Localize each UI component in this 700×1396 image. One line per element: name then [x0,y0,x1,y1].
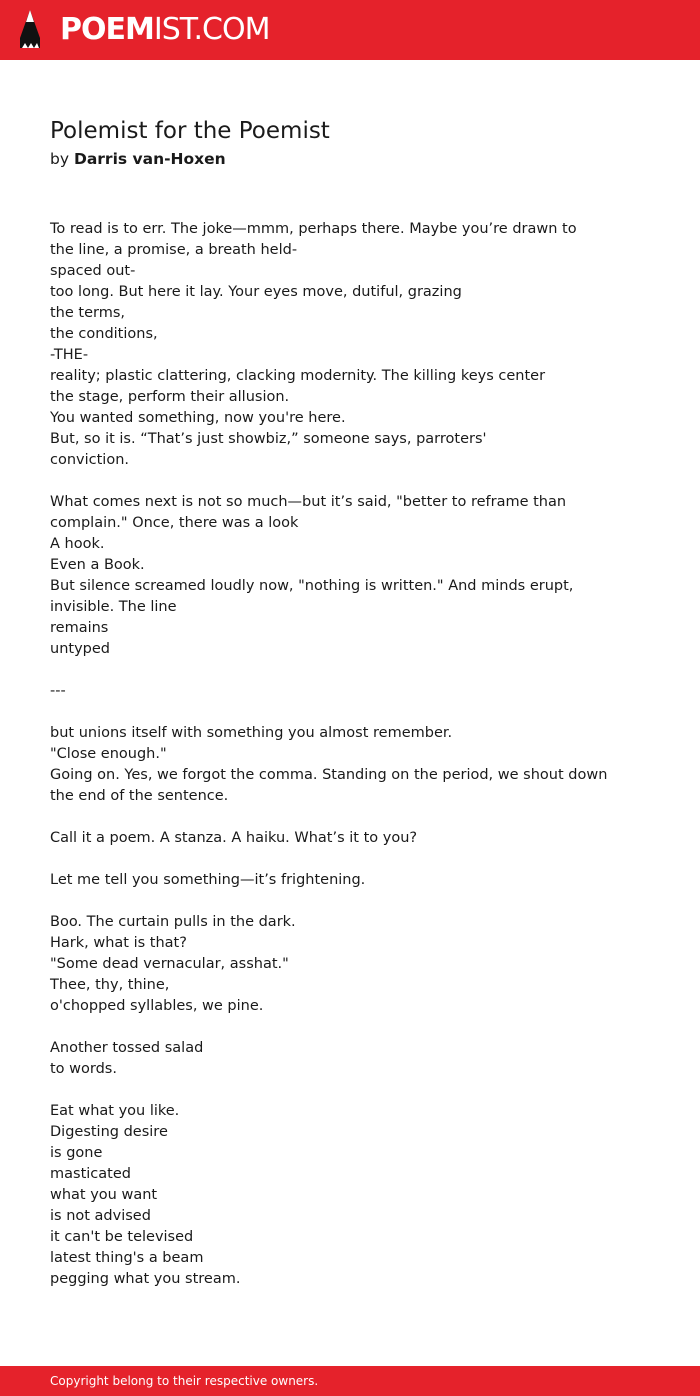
byline [50,148,226,170]
poem-line: Going on. Yes, we forgot the comma. Standing on the period, we shout down [50,767,608,783]
poem-line: the terms, [50,305,126,321]
poem-title: Polemist for the Poemist [50,118,330,144]
logo-text-light: IST.COM [153,12,270,47]
poem-line: reality; plastic clattering, clacking modernity. The killing keys center [50,368,546,384]
poem-line: Another tossed salad [50,1040,204,1056]
poem-line: but unions itself with something you almost remember. [50,725,453,741]
poem-line: is not advised [50,1208,151,1224]
site-logo[interactable] [16,8,269,52]
poem-line: what you want [50,1187,158,1203]
stanza-break [50,891,690,912]
stanza-break [50,660,690,681]
poem-line: "Close enough." [50,746,167,762]
poem-line: Eat what you like. [50,1103,180,1119]
poem-line: --- [50,683,66,699]
poem-line: -THE- [50,347,89,363]
poem-line: What comes next is not so much—but it’s said, "better to reframe than [50,494,567,510]
poem-line: To read is to err. The joke—mmm, perhaps there. Maybe you’re drawn to [50,221,577,237]
poem-line: the end of the sentence. [50,788,229,804]
footer [0,1366,700,1396]
poem-line: the line, a promise, a breath held- [50,242,298,258]
poem-line: But, so it is. “That’s just showbiz,” someone says, parroters' [50,431,487,447]
stanza-break [50,807,690,828]
poem-line: Hark, what is that? [50,935,187,951]
poem-line: "Some dead vernacular, asshat." [50,956,289,972]
poem-line: conviction. [50,452,129,468]
stanza-break [50,702,690,723]
copyright-text: Copyright belong to their respective owners. [50,1374,319,1388]
poem-line: the stage, perform their allusion. [50,389,290,405]
poem-line: spaced out- [50,263,136,279]
poem-line: it can't be televised [50,1229,194,1245]
stanza-break [50,1017,690,1038]
pencil-icon [16,8,44,52]
poem-line: But silence screamed loudly now, "nothing is written." And minds erupt, [50,578,574,594]
poem-line: latest thing's a beam [50,1250,204,1266]
logo-text-bold: POEM [60,12,154,47]
poem-line: to words. [50,1061,117,1077]
poem-line: A hook. [50,536,105,552]
poem-line: is gone [50,1145,103,1161]
poem-line: complain." Once, there was a look [50,515,299,531]
author-link[interactable]: Darris van-Hoxen [73,150,226,168]
byline-prefix: by [50,150,70,168]
poem-line: the conditions, [50,326,158,342]
poem-line: pegging what you stream. [50,1271,241,1287]
poem-line: too long. But here it lay. Your eyes move, dutiful, grazing [50,284,462,300]
poem-line: Let me tell you something—it’s frightening. [50,872,366,888]
stanza-break [50,471,690,492]
poem-line: invisible. The line [50,599,177,615]
poem-line: masticated [50,1166,131,1182]
poem-body [50,219,690,1290]
poem-line: Digesting desire [50,1124,168,1140]
stanza-break [50,849,690,870]
poem-line: You wanted something, now you're here. [50,410,346,426]
poem-line: remains [50,620,109,636]
poem-line: o'chopped syllables, we pine. [50,998,264,1014]
top-bar [0,0,700,60]
poem-line: Call it a poem. A stanza. A haiku. What’s it to you? [50,830,418,846]
stanza-break [50,1080,690,1101]
poem-line: untyped [50,641,110,657]
logo-text [60,8,269,52]
poem-line: Boo. The curtain pulls in the dark. [50,914,296,930]
poem-line: Thee, thy, thine, [50,977,170,993]
poem-line: Even a Book. [50,557,145,573]
